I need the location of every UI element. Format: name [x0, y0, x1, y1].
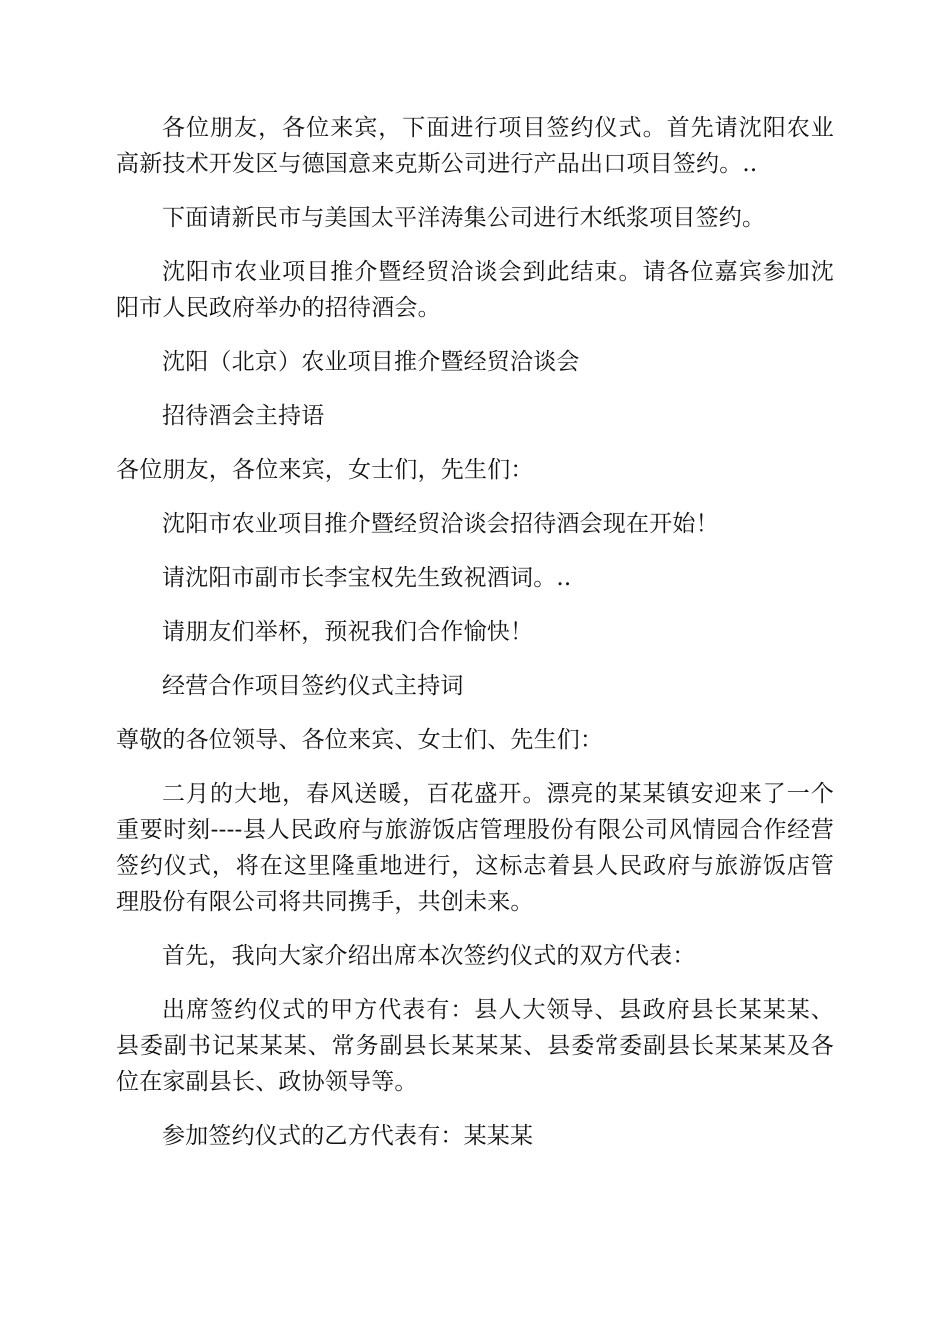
- paragraph-raise-glasses: 请朋友们举杯，预祝我们合作愉快！: [162, 619, 534, 645]
- paragraph-signing-intro: 各位朋友，各位来宾，下面进行项目签约仪式。首先请沈阳农业高新技术开发区与德国意来克斯公司进行产品出口项目签约。..: [116, 115, 834, 177]
- heading-reception-host-speech: 招待酒会主持语: [162, 403, 325, 429]
- paragraph-february-ceremony: 二月的大地，春风送暖，百花盛开。漂亮的某某镇安迎来了一个重要时刻----县人民政府与旅游饭店管理股份有限公司风情园合作经营签约仪式，将在这里隆重地进行，这标志着县人民政府与旅游饭店管理股份有限公司将共同携手，共创未来。: [116, 781, 834, 915]
- paragraph-meeting-end: 沈阳市农业项目推介暨经贸洽谈会到此结束。请各位嘉宾参加沈阳市人民政府举办的招待酒会。: [116, 259, 834, 321]
- paragraph-introduce-representatives: 首先，我向大家介绍出席本次签约仪式的双方代表：: [162, 943, 696, 969]
- salutation-leaders: 尊敬的各位领导、各位来宾、女士们、先生们：: [116, 727, 604, 753]
- paragraph-xinmin-signing: 下面请新民市与美国太平洋涛集公司进行木纸浆项目签约。: [162, 205, 766, 231]
- document-body: [116, 110, 834, 1172]
- paragraph-reception-start: 沈阳市农业项目推介暨经贸洽谈会招待酒会现在开始！: [162, 511, 719, 537]
- paragraph-toast-invite: 请沈阳市副市长李宝权先生致祝酒词。..: [162, 565, 572, 591]
- salutation-friends: 各位朋友，各位来宾，女士们，先生们：: [116, 457, 534, 483]
- heading-beijing-meeting: 沈阳（北京）农业项目推介暨经贸洽谈会: [162, 349, 580, 375]
- paragraph-party-a-representatives: 出席签约仪式的甲方代表有：县人大领导、县政府县长某某某、县委副书记某某某、常务副县长某某某、县委常委副县长某某某及各位在家副县长、政协领导等。: [116, 997, 834, 1095]
- heading-cooperation-signing: 经营合作项目签约仪式主持词: [162, 673, 464, 699]
- paragraph-party-b-representatives: 参加签约仪式的乙方代表有：某某某: [162, 1123, 534, 1149]
